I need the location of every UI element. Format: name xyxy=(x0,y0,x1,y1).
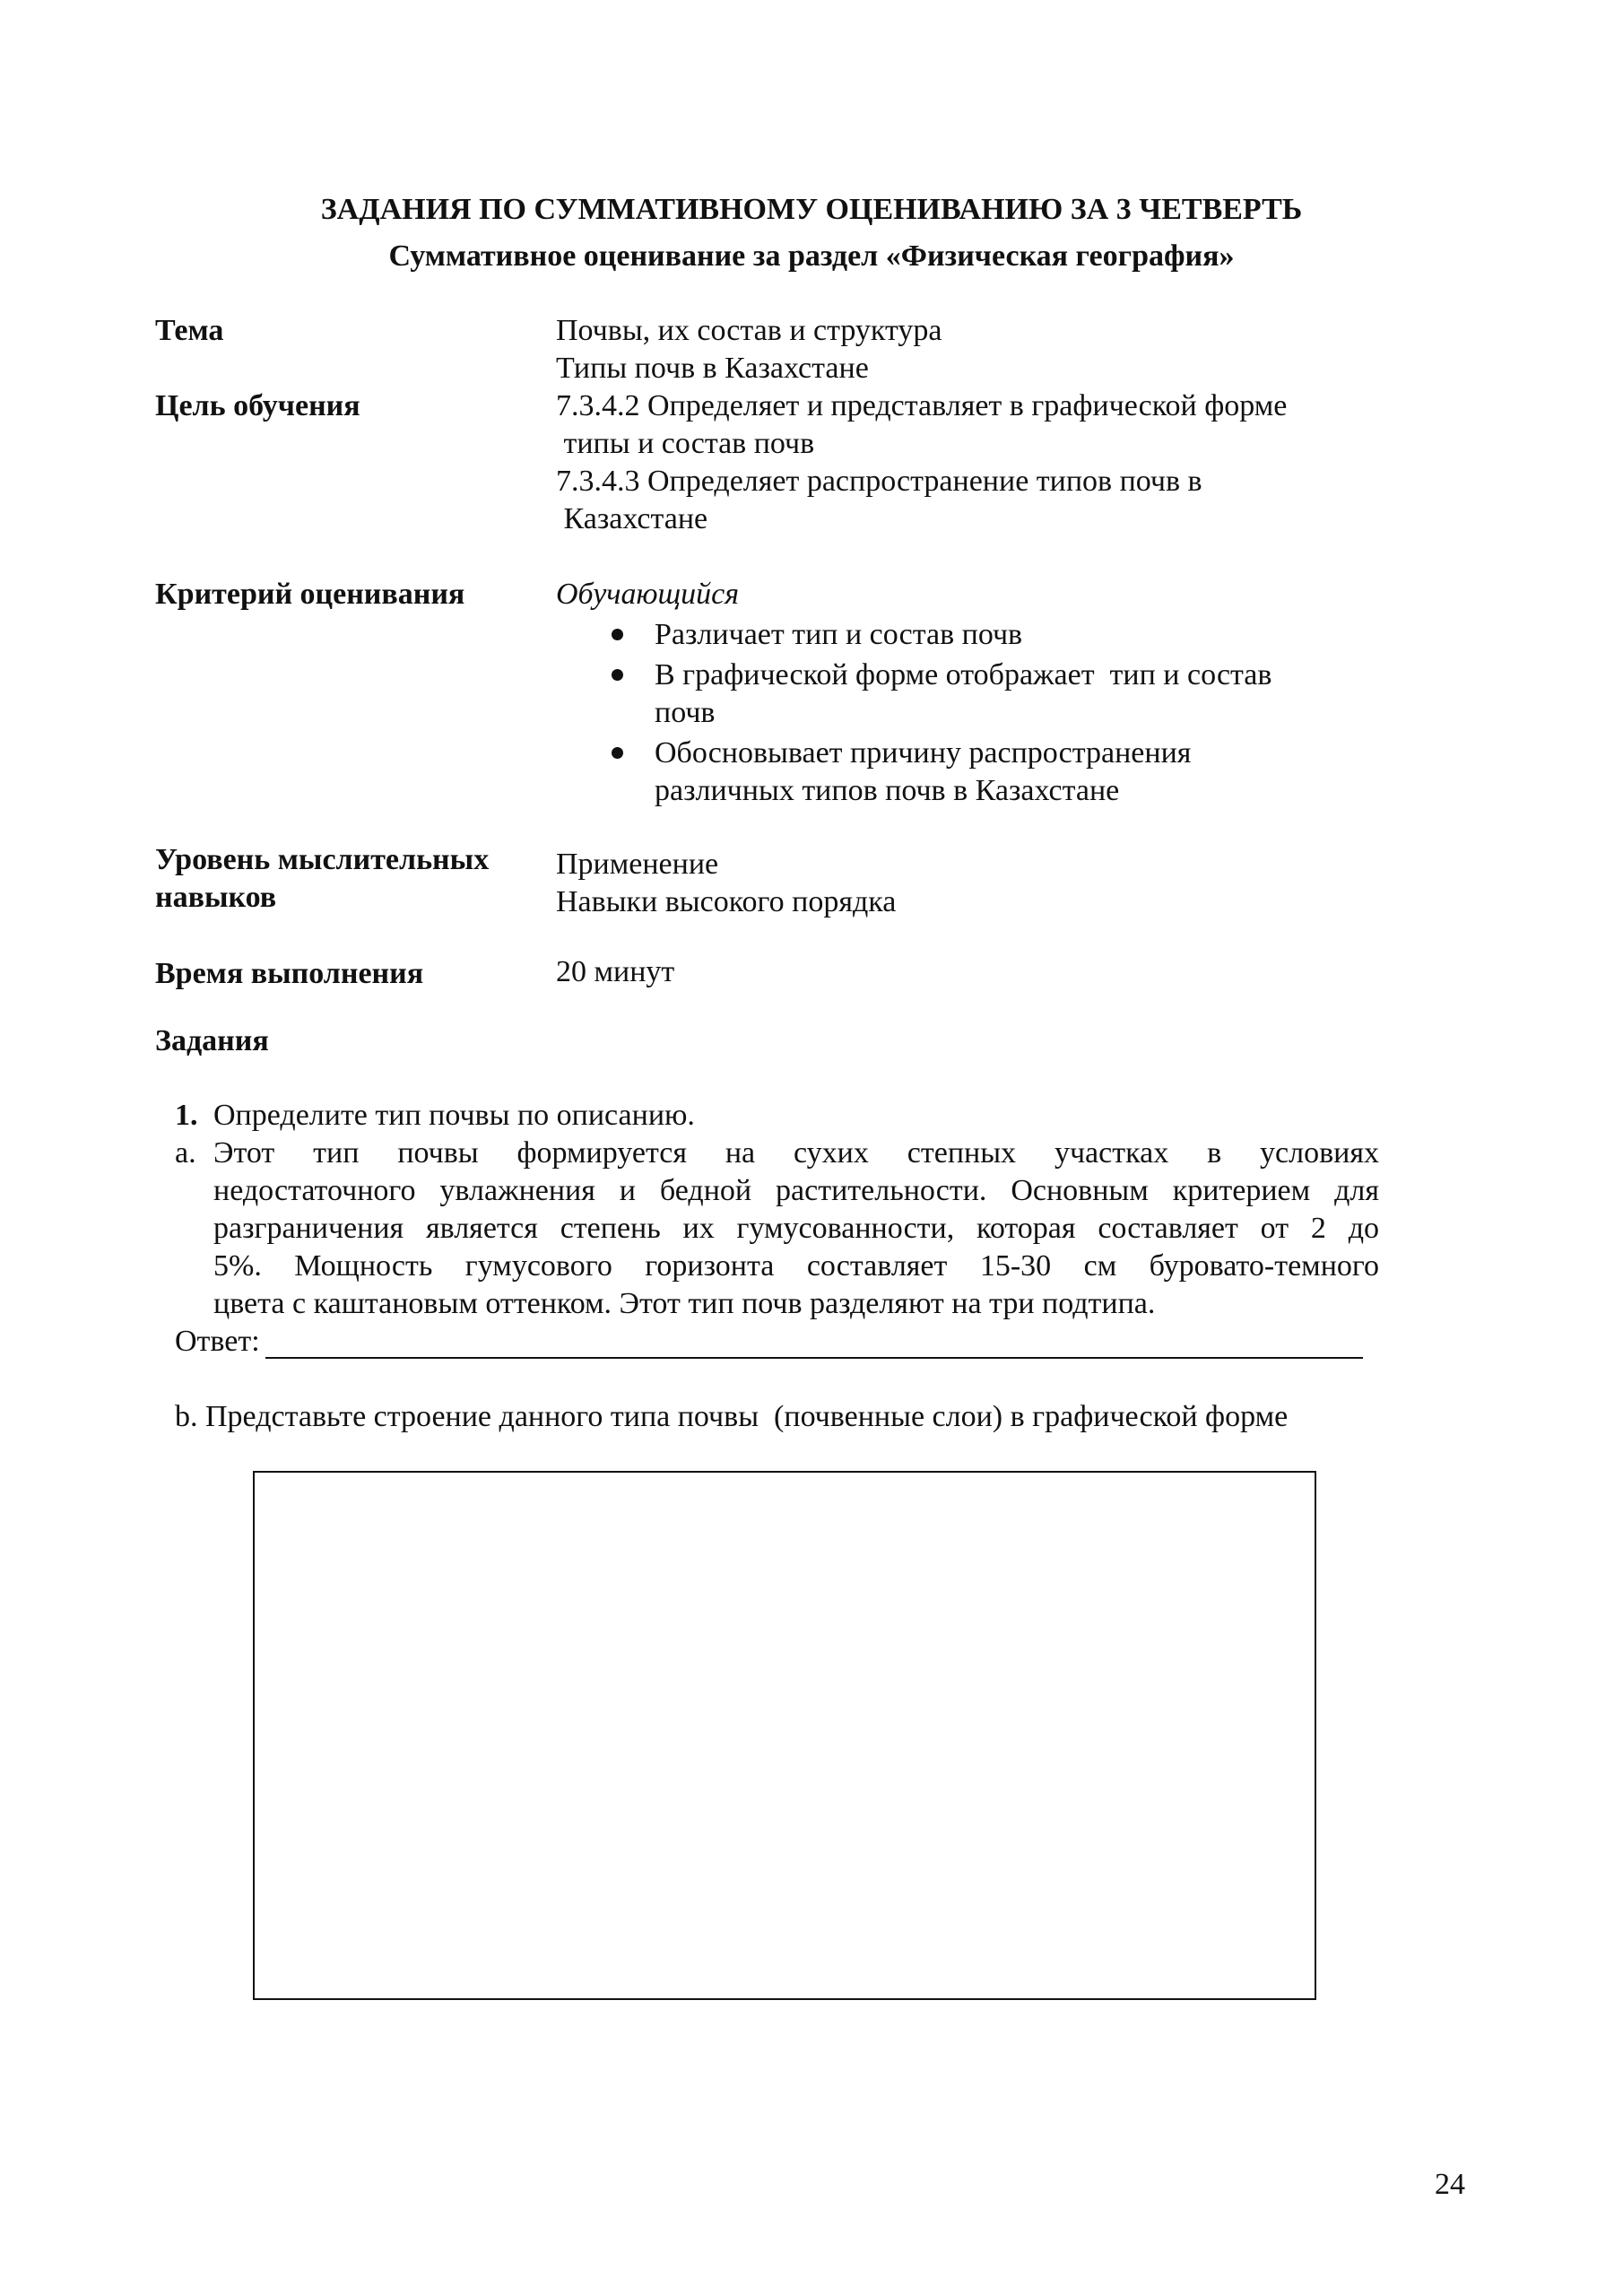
topic-line-1: Почвы, их состав и структура xyxy=(556,314,942,347)
criteria-bullet-3-line-2: различных типов почв в Казахстане xyxy=(655,774,1120,807)
criteria-label: Критерий оценивания xyxy=(155,578,465,611)
answer-label: Ответ: xyxy=(175,1325,260,1358)
bullet-icon xyxy=(612,669,623,681)
criteria-bullet-3-line-1: Обосновывает причину распространения xyxy=(655,736,1192,770)
part-a-line-3: разграничения является степень их гумусованности, которая составляет от 2 до xyxy=(213,1212,1379,1245)
tasks-heading: Задания xyxy=(155,1024,269,1057)
skills-label-line-1: Уровень мыслительных xyxy=(155,843,490,876)
goal-line-3: 7.3.4.3 Определяет распространение типов почв в xyxy=(556,465,1202,498)
criteria-bullet-2-line-1: В графической форме отображает тип и состав xyxy=(655,658,1272,691)
goal-line-2: типы и состав почв xyxy=(556,427,815,460)
page-number: 24 xyxy=(1435,2168,1465,2201)
criteria-intro: Обучающийся xyxy=(556,578,740,611)
skills-line-1: Применение xyxy=(556,848,719,881)
topic-line-2: Типы почв в Казахстане xyxy=(556,352,869,385)
part-a-line-4: 5%. Мощность гумусового горизонта составляет 15-30 см буровато-темного xyxy=(213,1249,1379,1283)
goal-line-1: 7.3.4.2 Определяет и представляет в графической форме xyxy=(556,389,1288,422)
part-a-marker: a. xyxy=(175,1136,196,1170)
bullet-icon xyxy=(612,629,623,640)
time-value: 20 минут xyxy=(556,955,675,988)
task1-number: 1. xyxy=(175,1099,198,1132)
bullet-icon xyxy=(612,747,623,759)
topic-label: Тема xyxy=(155,314,224,347)
part-a-line-1: Этот тип почвы формируется на сухих степных участках в условиях xyxy=(213,1136,1379,1170)
page-subtitle: Суммативное оценивание за раздел «Физическая география» xyxy=(388,239,1235,273)
skills-line-2: Навыки высокого порядка xyxy=(556,885,897,918)
goal-line-4: Казахстане xyxy=(556,502,708,535)
task1-text: Определите тип почвы по описанию. xyxy=(213,1099,695,1132)
page-title: ЗАДАНИЯ ПО СУММАТИВНОМУ ОЦЕНИВАНИЮ ЗА 3 ЧЕТВЕРТЬ xyxy=(320,193,1303,226)
time-label: Время выполнения xyxy=(155,957,424,990)
criteria-bullet-1: Различает тип и состав почв xyxy=(655,618,1023,651)
goal-label: Цель обучения xyxy=(155,389,360,422)
drawing-box[interactable] xyxy=(253,1471,1316,2000)
part-a-line-2: недостаточного увлажнения и бедной растительности. Основным критерием для xyxy=(213,1174,1379,1207)
skills-label-line-2: навыков xyxy=(155,881,277,914)
part-b-text: b. Представьте строение данного типа почвы (почвенные слои) в графической форме xyxy=(175,1400,1289,1433)
part-a-line-5: цвета с каштановым оттенком. Этот тип почв разделяют на три подтипа. xyxy=(213,1287,1156,1320)
criteria-bullet-2-line-2: почв xyxy=(655,696,716,729)
answer-line[interactable] xyxy=(265,1357,1363,1359)
